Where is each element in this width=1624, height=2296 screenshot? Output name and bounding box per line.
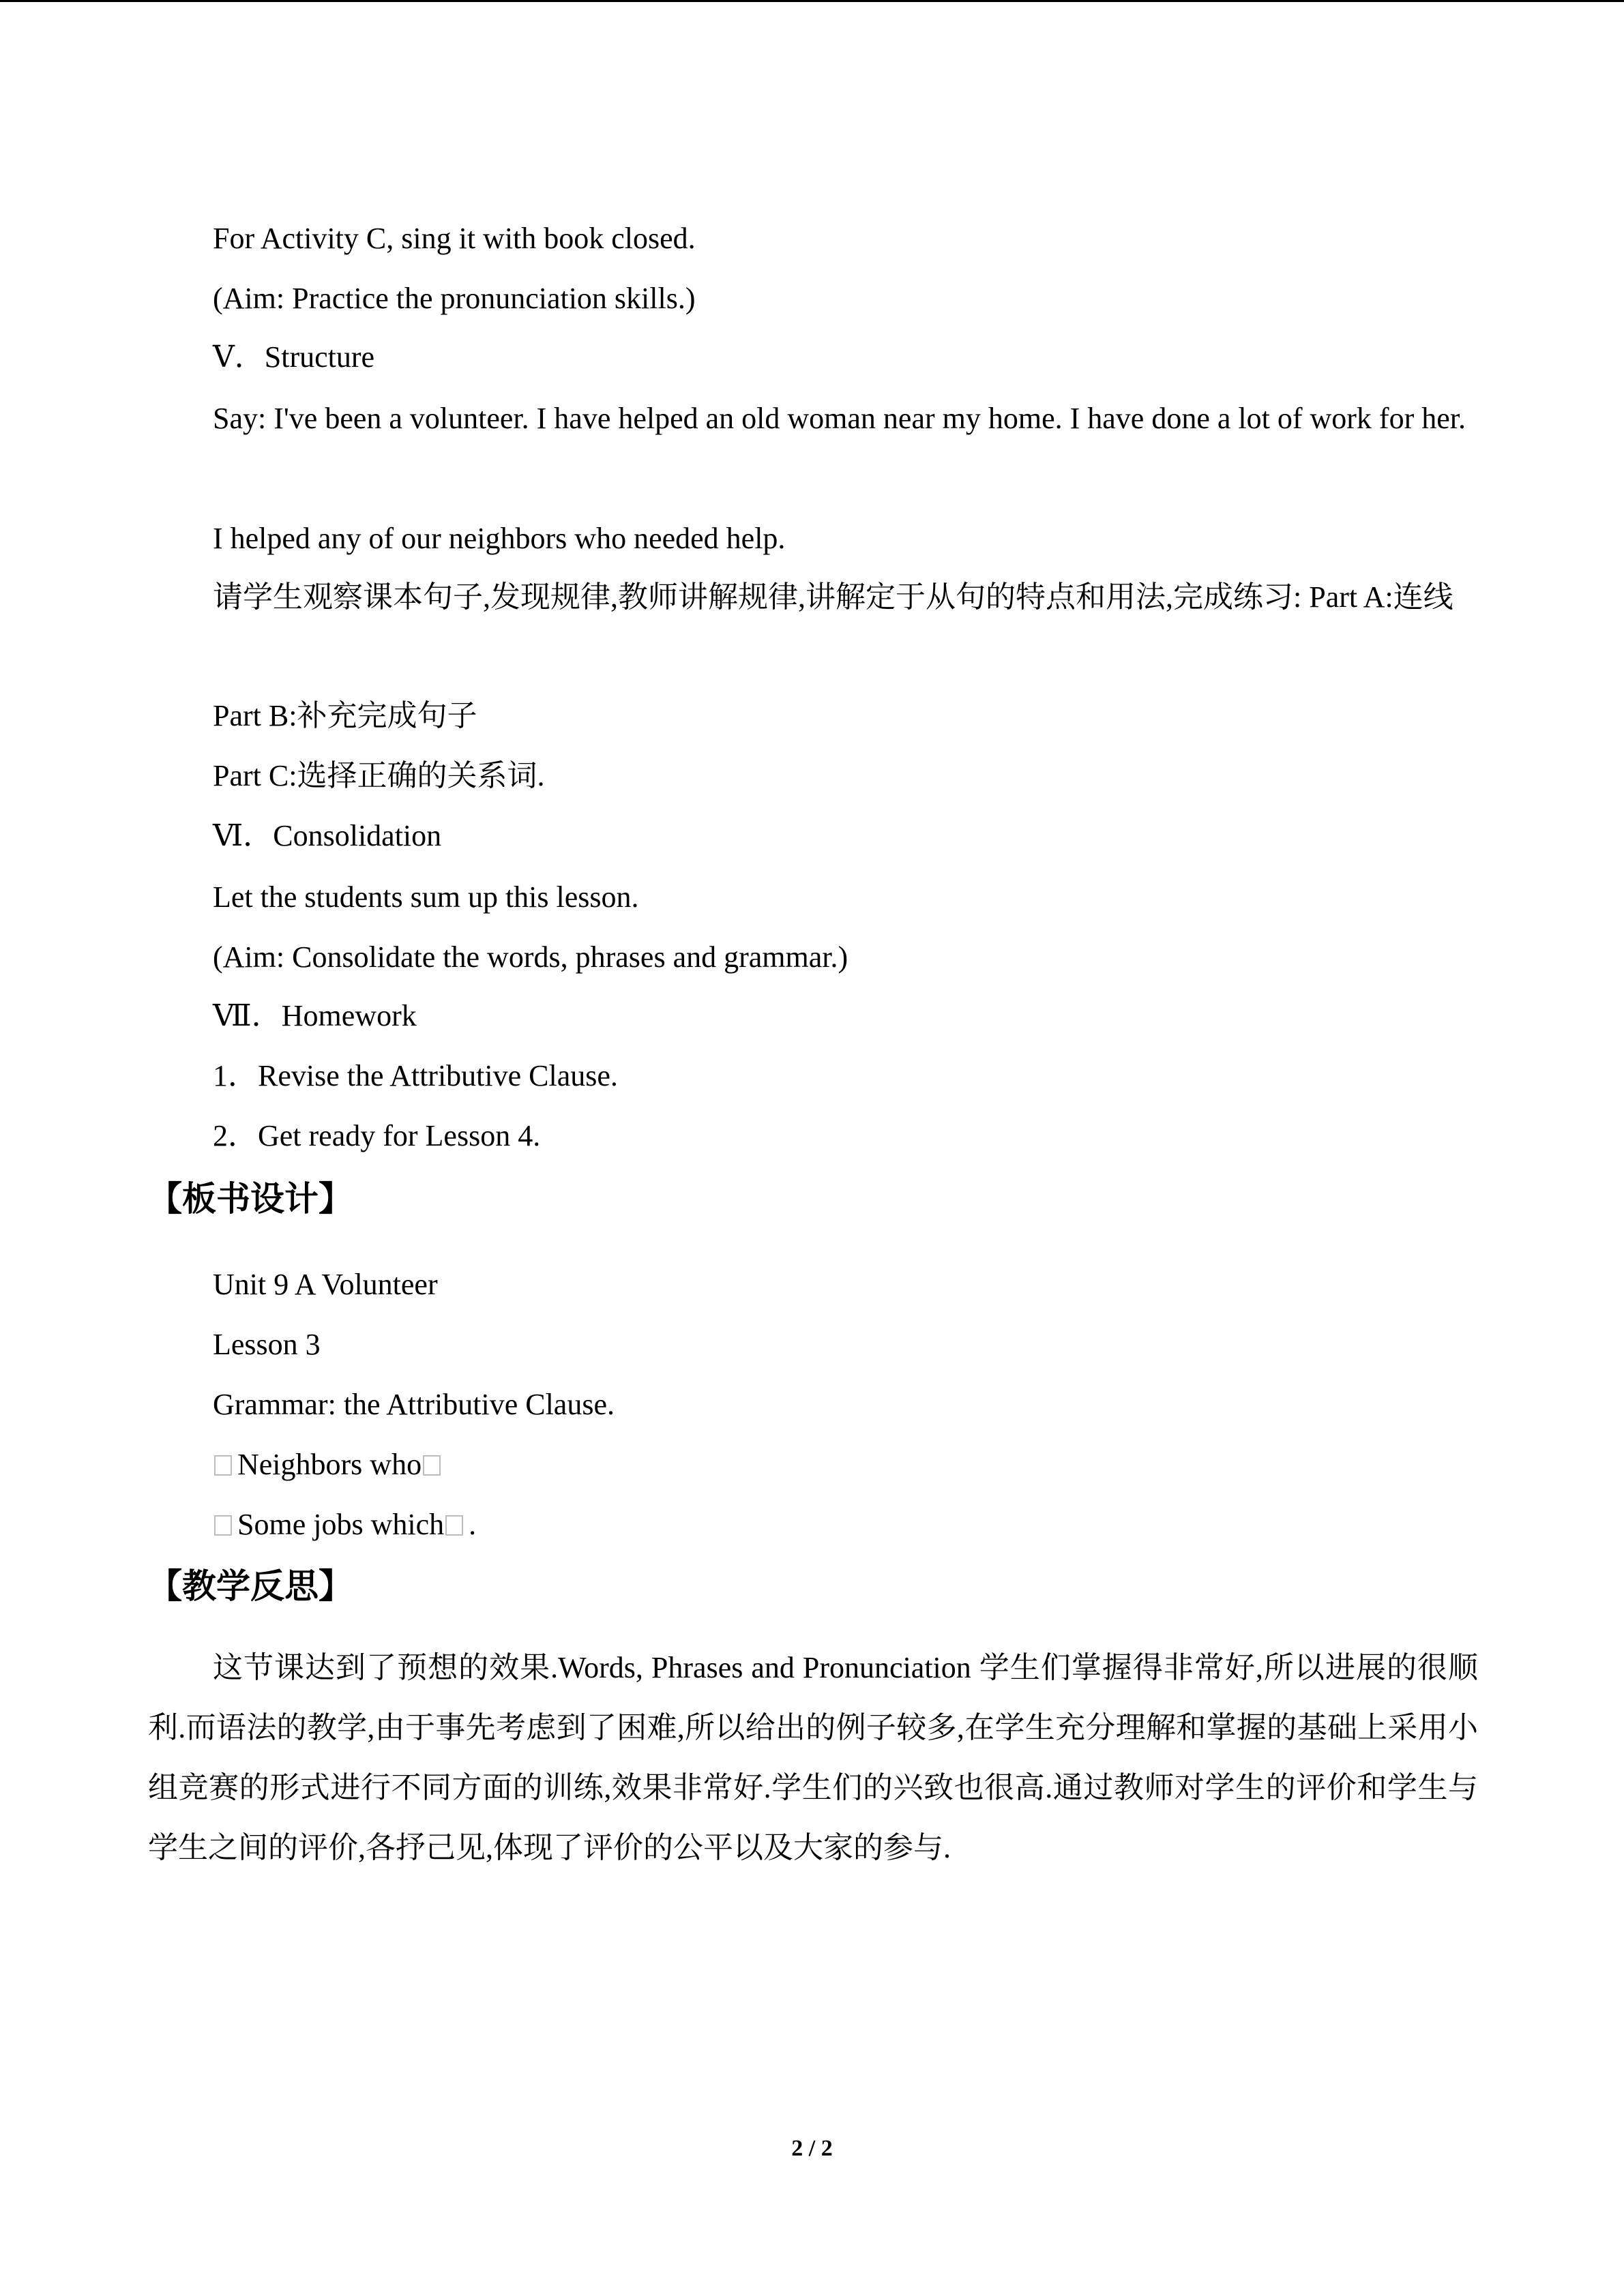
board-example-1 xyxy=(213,1450,446,1480)
sum-up-line: Let the students sum up this lesson. xyxy=(213,880,639,914)
helped-neighbors-line: I helped any of our neighbors who needed help. xyxy=(213,522,786,555)
placeholder-box-icon xyxy=(423,1455,441,1476)
reflection-heading: 【教学反思】 xyxy=(148,1566,353,1606)
board-lesson-line: Lesson 3 xyxy=(213,1328,321,1361)
board-design-heading: 【板书设计】 xyxy=(148,1179,353,1219)
example-2-text: Some jobs which xyxy=(237,1508,445,1541)
example-1-text: Neighbors who xyxy=(237,1448,422,1481)
part-c-line: Part C:选择正确的关系词. xyxy=(213,759,545,792)
section-structure-heading: Ⅴ．Structure xyxy=(213,340,375,374)
board-grammar-line: Grammar: the Attributive Clause. xyxy=(213,1388,615,1421)
instruction-paragraph: 请学生观察课本句子,发现规律,教师讲解规律,讲解定于从句的特点和用法,完成练习: Part A:连线 xyxy=(213,580,1453,614)
reflection-paragraph: 这节课达到了预想的效果.Words, Phrases and Pronunciation 学生们掌握得非常好,所以进展的很顺利.而语法的教学,由于事先考虑到了困难,所以给出的例子较多,在学生充分理解和掌握的基础上采用小组竞赛的形式进行不同方面的训练,效果非常好.学生们的兴致也很高.通过教师对学生的评价和学生与学生之间的评价,各抒己见,体现了评价的公平以及大家的参与. xyxy=(148,1651,1478,1864)
aim-pronunciation-line: (Aim: Practice the pronunciation skills.) xyxy=(213,282,696,315)
aim-consolidate-line: (Aim: Consolidate the words, phrases and grammar.) xyxy=(213,940,848,974)
homework-item-1: 1．Revise the Attributive Clause. xyxy=(213,1059,618,1092)
placeholder-box-icon xyxy=(214,1455,232,1476)
section-homework-heading: Ⅶ．Homework xyxy=(213,999,417,1032)
placeholder-box-icon xyxy=(214,1515,232,1536)
section-consolidation-heading: Ⅵ．Consolidation xyxy=(213,819,442,852)
board-unit-line: Unit 9 A Volunteer xyxy=(213,1268,438,1301)
page-number: 2 / 2 xyxy=(791,2136,833,2161)
part-b-line: Part B:补充完成句子 xyxy=(213,699,477,732)
board-example-2 xyxy=(213,1510,476,1540)
activity-c-line: For Activity C, sing it with book closed. xyxy=(213,222,696,255)
page-top-border xyxy=(0,0,1624,2)
say-paragraph: Say: I've been a volunteer. I have helped an old woman near my home. I have done a lot of work for her. xyxy=(213,402,1466,435)
example-2-end: . xyxy=(469,1508,477,1541)
homework-item-2: 2．Get ready for Lesson 4. xyxy=(213,1119,541,1152)
placeholder-box-icon xyxy=(445,1515,463,1536)
